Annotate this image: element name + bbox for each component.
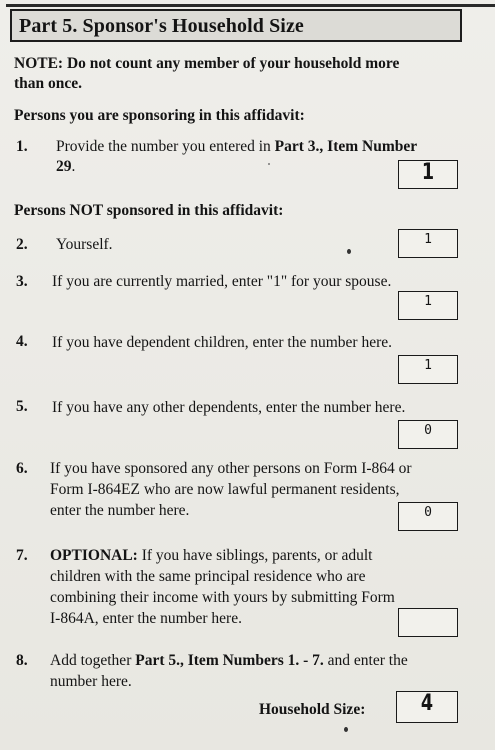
item-6-number: 6. [16, 460, 28, 477]
item-2-value: 1 [424, 232, 432, 247]
item-4-line-1: If you have dependent children, enter the number here. [52, 334, 392, 351]
household-size-label: Household Size: [259, 701, 366, 718]
item-1-number: 1. [16, 138, 28, 155]
note-line-1: NOTE: Do not count any member of your household more [14, 55, 400, 72]
item-3-input[interactable] [398, 291, 458, 320]
item-3-value: 1 [424, 294, 432, 309]
item-7-input[interactable] [398, 608, 458, 637]
item-4-value: 1 [424, 358, 432, 373]
item-6-value: 0 [424, 505, 432, 520]
item-7-line-4: I-864A, enter the number here. [50, 610, 242, 627]
item-3-line-1: If you are currently married, enter "1" for your spouse. [52, 273, 392, 290]
part-header [10, 9, 462, 42]
item-5-number: 5. [16, 398, 28, 415]
section-not-sponsored-heading: Persons NOT sponsored in this affidavit: [14, 202, 284, 219]
item-1-line-2: 29. [56, 158, 76, 175]
item-2-input[interactable] [398, 229, 458, 258]
speck [268, 163, 270, 165]
item-8-line-2: number here. [50, 673, 132, 690]
item-8-number: 8. [16, 652, 28, 669]
item-7-number: 7. [16, 547, 28, 564]
note-line-2: than once. [14, 75, 83, 92]
part-title: Part 5. Sponsor's Household Size [19, 15, 304, 37]
household-size-value: 4 [420, 691, 434, 716]
item-3-number: 3. [16, 273, 28, 290]
item-5-line-1: If you have any other dependents, enter the number here. [52, 399, 406, 416]
item-8-line-1: Add together Part 5., Item Numbers 1. - 7. and enter the [50, 652, 408, 669]
item-7-line-3: combining their income with yours by submitting Form [50, 589, 395, 606]
section-sponsored-heading: Persons you are sponsoring in this affidavit: [14, 107, 305, 124]
item-7-line-1: OPTIONAL: If you have siblings, parents, or adult [50, 547, 373, 564]
item-6-line-3: enter the number here. [50, 502, 190, 519]
item-6-line-1: If you have sponsored any other persons on Form I-864 or [50, 460, 412, 477]
item-1-value: 1 [421, 160, 435, 185]
top-rule [6, 4, 495, 7]
item-2-line-1: Yourself. [56, 236, 113, 253]
item-6-input[interactable] [398, 502, 458, 531]
item-4-input[interactable] [398, 355, 458, 384]
item-4-number: 4. [16, 333, 28, 350]
item-7-line-2: children with the same principal residence who are [50, 568, 366, 585]
pen-mark [347, 249, 351, 254]
household-size-input[interactable] [396, 691, 458, 723]
pen-mark [344, 727, 348, 732]
item-6-line-2: Form I-864EZ who are now lawful permanent residents, [50, 481, 400, 498]
item-5-value: 0 [424, 423, 432, 438]
item-5-input[interactable] [398, 420, 458, 449]
item-1-input[interactable] [398, 160, 458, 189]
item-2-number: 2. [16, 236, 28, 253]
item-1-line-1: Provide the number you entered in Part 3., Item Number [56, 138, 418, 155]
